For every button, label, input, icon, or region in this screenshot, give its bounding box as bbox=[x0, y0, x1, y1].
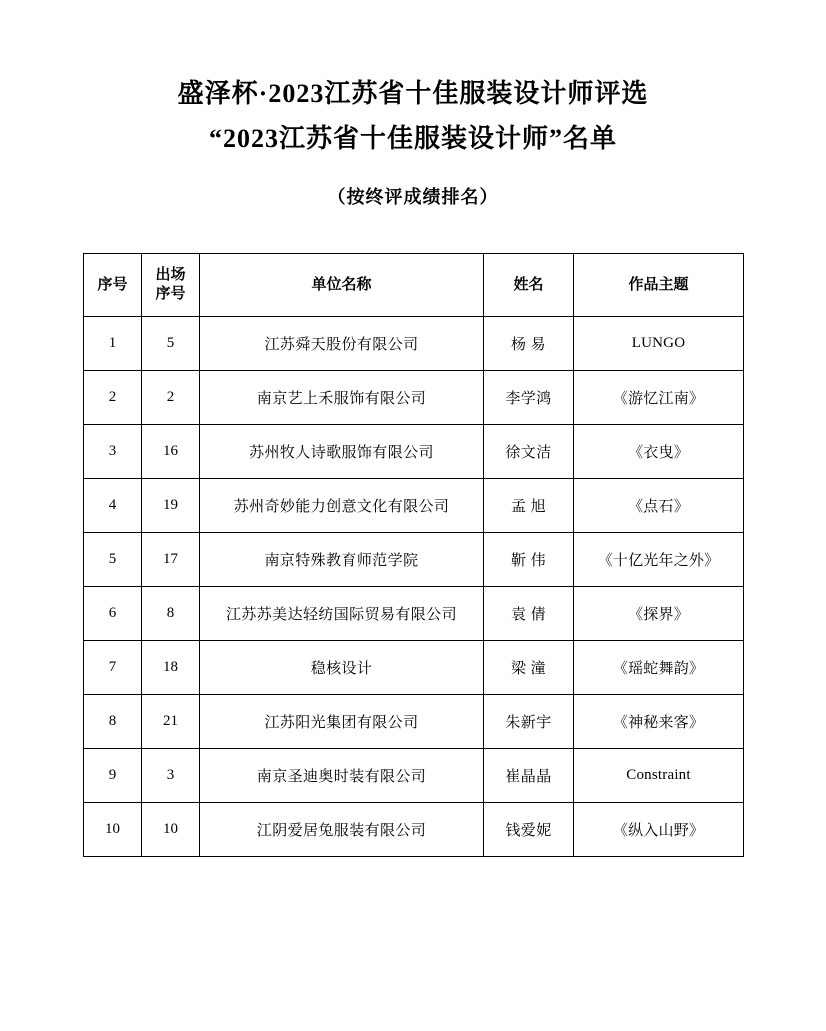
cell-organization: 江苏阳光集团有限公司 bbox=[200, 695, 484, 749]
cell-name: 钱爱妮 bbox=[484, 803, 574, 857]
cell-name: 朱新宇 bbox=[484, 695, 574, 749]
cell-theme: 《游忆江南》 bbox=[574, 371, 744, 425]
cell-organization: 江阴爱居兔服装有限公司 bbox=[200, 803, 484, 857]
cell-index: 10 bbox=[84, 803, 142, 857]
column-header-order-line-2: 序号 bbox=[155, 286, 186, 303]
cell-order: 8 bbox=[142, 587, 200, 641]
cell-index: 9 bbox=[84, 749, 142, 803]
cell-theme: 《十亿光年之外》 bbox=[574, 533, 744, 587]
table-row bbox=[84, 749, 744, 803]
cell-name: 孟 旭 bbox=[484, 479, 574, 533]
cell-order: 16 bbox=[142, 425, 200, 479]
cell-order: 21 bbox=[142, 695, 200, 749]
cell-organization: 稳核设计 bbox=[200, 641, 484, 695]
column-header-order bbox=[142, 254, 200, 317]
table-body bbox=[84, 317, 744, 857]
title-block bbox=[0, 0, 826, 161]
table-row bbox=[84, 803, 744, 857]
cell-order: 10 bbox=[142, 803, 200, 857]
cell-order: 3 bbox=[142, 749, 200, 803]
cell-index: 4 bbox=[84, 479, 142, 533]
cell-name: 徐文洁 bbox=[484, 425, 574, 479]
document-title-line-1: 盛泽杯·2023江苏省十佳服装设计师评选 bbox=[177, 79, 649, 108]
column-header-name: 姓名 bbox=[484, 254, 574, 317]
cell-index: 2 bbox=[84, 371, 142, 425]
cell-index: 8 bbox=[84, 695, 142, 749]
cell-theme: 《纵入山野》 bbox=[574, 803, 744, 857]
table-row bbox=[84, 533, 744, 587]
cell-theme: LUNGO bbox=[574, 317, 744, 371]
cell-theme: 《神秘来客》 bbox=[574, 695, 744, 749]
table-row bbox=[84, 479, 744, 533]
table-row bbox=[84, 641, 744, 695]
cell-name: 靳 伟 bbox=[484, 533, 574, 587]
cell-name: 梁 潼 bbox=[484, 641, 574, 695]
table-row bbox=[84, 587, 744, 641]
column-header-theme: 作品主题 bbox=[574, 254, 744, 317]
cell-theme: Constraint bbox=[574, 749, 744, 803]
table-row bbox=[84, 425, 744, 479]
column-header-organization: 单位名称 bbox=[200, 254, 484, 317]
cell-order: 18 bbox=[142, 641, 200, 695]
column-header-index: 序号 bbox=[84, 254, 142, 317]
cell-organization: 苏州奇妙能力创意文化有限公司 bbox=[200, 479, 484, 533]
table-header bbox=[84, 254, 744, 317]
cell-order: 2 bbox=[142, 371, 200, 425]
table-row bbox=[84, 371, 744, 425]
designer-list-table-wrapper bbox=[83, 253, 743, 857]
cell-name: 杨 易 bbox=[484, 317, 574, 371]
cell-index: 7 bbox=[84, 641, 142, 695]
cell-theme: 《瑶蛇舞韵》 bbox=[574, 641, 744, 695]
cell-organization: 南京艺上禾服饰有限公司 bbox=[200, 371, 484, 425]
table-row bbox=[84, 317, 744, 371]
table-row bbox=[84, 695, 744, 749]
designer-list-table bbox=[83, 253, 744, 857]
cell-index: 6 bbox=[84, 587, 142, 641]
cell-name: 李学鸿 bbox=[484, 371, 574, 425]
cell-theme: 《点石》 bbox=[574, 479, 744, 533]
cell-name: 袁 倩 bbox=[484, 587, 574, 641]
cell-theme: 《探界》 bbox=[574, 587, 744, 641]
cell-order: 19 bbox=[142, 479, 200, 533]
document-title-line-2: “2023江苏省十佳服装设计师”名单 bbox=[208, 123, 617, 153]
document-subtitle: （按终评成绩排名） bbox=[327, 187, 499, 208]
cell-order: 5 bbox=[142, 317, 200, 371]
cell-organization: 江苏苏美达轻纺国际贸易有限公司 bbox=[200, 587, 484, 641]
cell-organization: 南京特殊教育师范学院 bbox=[200, 533, 484, 587]
cell-order: 17 bbox=[142, 533, 200, 587]
table-header-row bbox=[84, 254, 744, 317]
cell-organization: 江苏舜天股份有限公司 bbox=[200, 317, 484, 371]
cell-name: 崔晶晶 bbox=[484, 749, 574, 803]
cell-organization: 苏州牧人诗歌服饰有限公司 bbox=[200, 425, 484, 479]
cell-index: 5 bbox=[84, 533, 142, 587]
cell-organization: 南京圣迪奥时装有限公司 bbox=[200, 749, 484, 803]
cell-theme: 《衣曳》 bbox=[574, 425, 744, 479]
cell-index: 1 bbox=[84, 317, 142, 371]
column-header-order-line-1: 出场 bbox=[155, 267, 186, 284]
cell-index: 3 bbox=[84, 425, 142, 479]
